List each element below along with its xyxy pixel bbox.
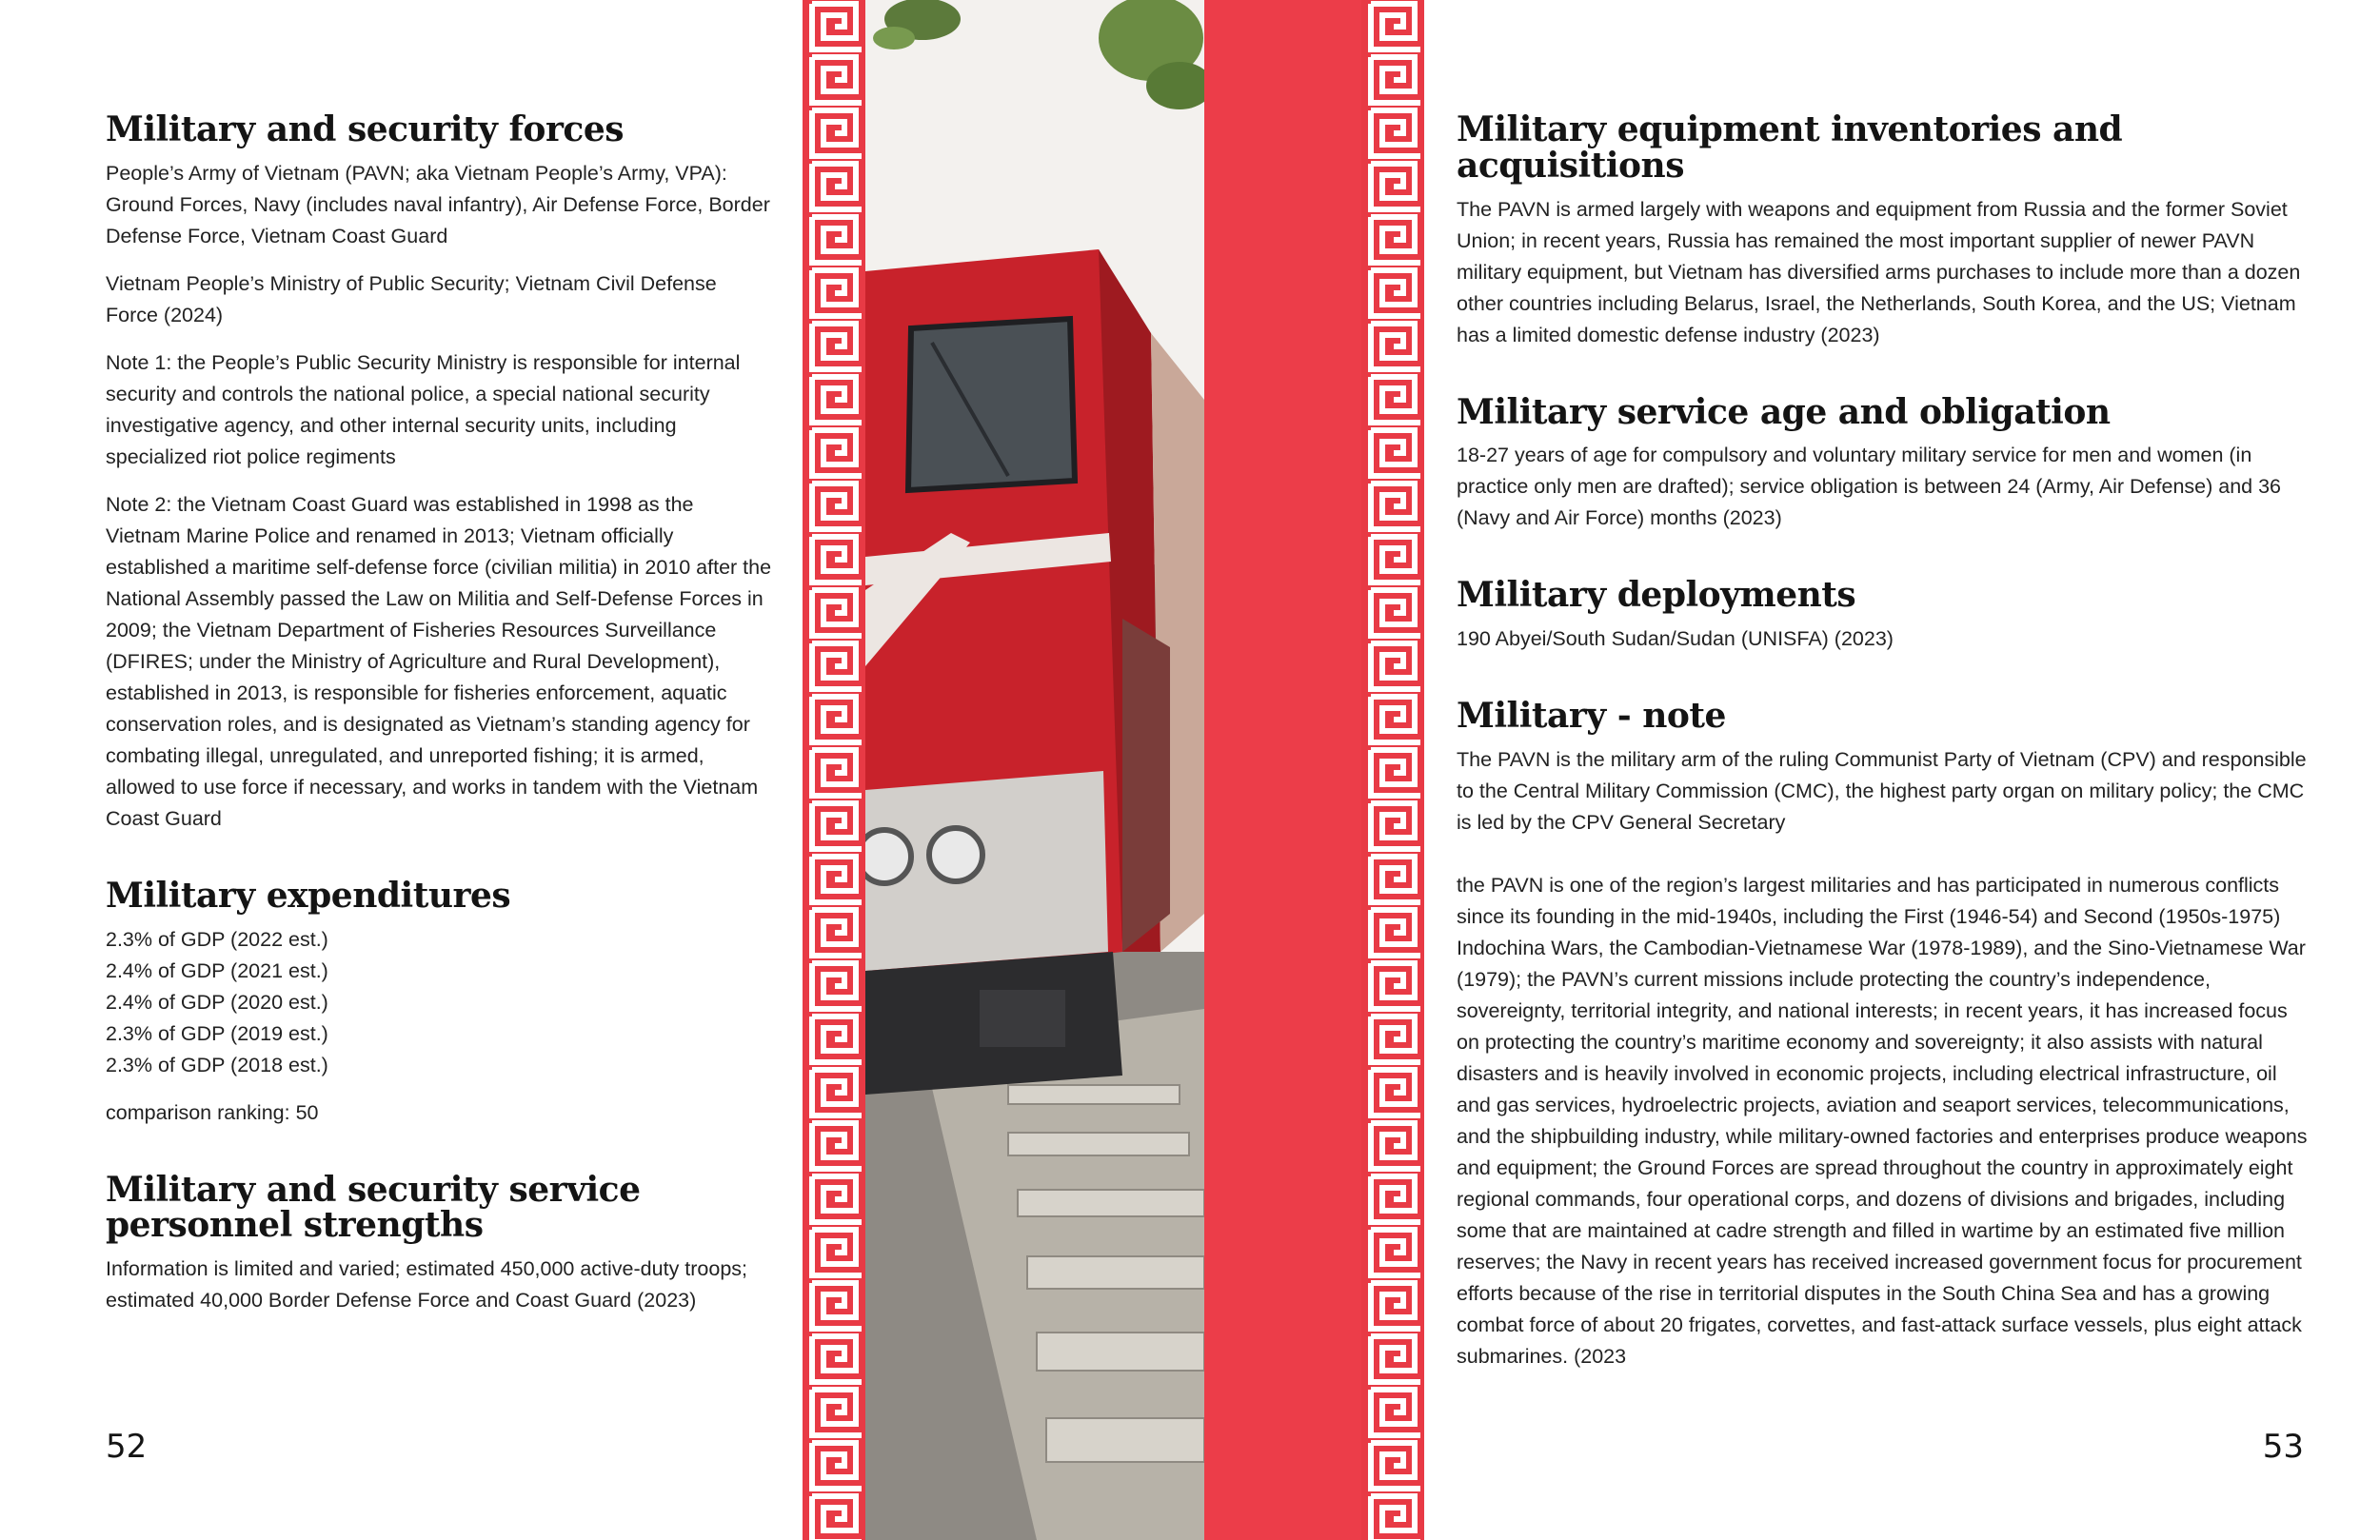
expenditure-line: 2.3% of GDP (2022 est.) (106, 927, 328, 951)
section-military-security-forces (106, 109, 772, 835)
section-title: Military expenditures (106, 875, 511, 916)
greek-key-border-left (803, 0, 865, 1540)
paragraph: 18-27 years of age for compulsory and voluntary military service for men and women (in practice only men are drafted); service obligation is between 24 (Army, Air Defense) and 36 (Navy and Air Force) months (2023) (1457, 444, 2282, 530)
greek-key-pattern (1361, 0, 1424, 1540)
section-deployments (1457, 575, 2313, 655)
paragraph: the PAVN is one of the region’s largest militaries and has participated in numerous conflicts since its founding in the mid-1940s, including the First (1946-54) and Second (1950s-1975) Indochina Wars, the Cambodian-Vietnamese War (1978-1989), and the Sino-Vietnamese War (1979); the PAVN’s current missions include protecting the country’s independence, sovereignty, territorial integrity, and national interests; in recent years, it has increased focus on protecting the country’s maritime economy and sovereignty; it also assists with natural disasters and is heavily involved in economic projects, including electrical infrastructure, oil and gas services, hydroelectric projects, aviation and seaport services, telecommunications, and the shipbuilding industry, while military-owned factories and enterprises produce weapons and equipment; the Ground Forces are spread throughout the country in approximately eight regional commands, four operational corps, and dozens of divisions and brigades, including some that are maintained at cadre strength and filled in wartime by an estimated five million reserves; the Navy in recent years has received increased government focus for procurement efforts because of the rise in territorial disputes in the South China Sea and has a growing combat force of about 20 frigates, corvettes, and fast-attack surface vessels, plus eight attack submarines. (2023 (1457, 873, 2308, 1368)
section-title: Military - note (1457, 696, 1726, 737)
paragraph: People’s Army of Vietnam (PAVN; aka Vietnam People’s Army, VPA): Ground Forces, Navy (includes naval infantry), Air Defense Force, Border Defense Force, Vietnam Coast Guard (106, 161, 770, 247)
greek-key-border-right (1361, 0, 1424, 1540)
expenditure-line: 2.4% of GDP (2021 est.) (106, 958, 328, 982)
section-military-note (1457, 696, 2313, 1372)
expenditure-list (106, 924, 772, 1081)
train-photo (865, 0, 1204, 1540)
red-color-strip (1204, 0, 1361, 1540)
section-title: Military equipment inventories and acquisitions (1457, 109, 2123, 186)
expenditure-line: 2.3% of GDP (2018 est.) (106, 1053, 328, 1076)
section-service-age (1457, 391, 2313, 535)
paragraph: The PAVN is the military arm of the ruling Communist Party of Vietnam (CPV) and responsible to the Central Military Commission (CMC), the highest party organ on military policy; the CMC is led by the CPV General Secretary (1457, 747, 2307, 834)
paragraph: Vietnam People’s Ministry of Public Security; Vietnam Civil Defense Force (2024) (106, 271, 717, 326)
left-page (106, 109, 772, 1360)
paragraph: Note 1: the People’s Public Security Ministry is responsible for internal security and controls the national police, a special national security investigative agency, and other internal security units, including specialized riot police regiments (106, 350, 741, 468)
train-illustration (865, 0, 1204, 1540)
paragraph: Note 2: the Vietnam Coast Guard was established in 1998 as the Vietnam Marine Police and renamed in 2013; Vietnam officially established a maritime self-defense force (civilian militia) in 2010 after the National Assembly passed the Law on Militia and Self-Defense Forces in 2009; the Vietnam Department of Fisheries Resources Surveillance (DFIRES; under the Ministry of Agriculture and Rural Development), established in 2013, is responsible for fisheries enforcement, aquatic conservation roles, and is designated as Vietnam’s standing agency for combating illegal, unregulated, and unreported fishing; it is armed, allowed to use force if necessary, and works in tandem with the Vietnam Coast Guard (106, 492, 772, 830)
page-number-right: 53 (2262, 1428, 2304, 1466)
paragraph: The PAVN is armed largely with weapons and equipment from Russia and the former Soviet Union; in recent years, Russia has remained the most important supplier of newer PAVN military equipment, but Vietnam has diversified arms purchases to include more than a dozen other countries including Belarus, Israel, the Netherlands, South Korea, and the US; Vietnam has a limited domestic defense industry (2023) (1457, 197, 2301, 346)
paragraph: Information is limited and varied; estimated 450,000 active-duty troops; estimated 40,000 Border Defense Force and Coast Guard (2023) (106, 1257, 748, 1313)
page-number-left: 52 (106, 1428, 148, 1466)
expenditure-line: 2.3% of GDP (2019 est.) (106, 1021, 328, 1045)
expenditure-line: 2.4% of GDP (2020 est.) (106, 990, 328, 1014)
right-page (1457, 109, 2313, 1416)
section-title: Military deployments (1457, 575, 1856, 616)
section-military-expenditures (106, 875, 772, 1129)
section-title: Military and security service personnel strengths (106, 1169, 641, 1246)
section-equipment-inventories (1457, 109, 2313, 351)
greek-key-pattern (803, 0, 865, 1540)
section-personnel-strengths (106, 1169, 772, 1317)
section-title: Military service age and obligation (1457, 391, 2111, 432)
comparison-ranking: comparison ranking: 50 (106, 1100, 319, 1124)
paragraph: 190 Abyei/South Sudan/Sudan (UNISFA) (2023) (1457, 627, 1894, 651)
section-title: Military and security forces (106, 109, 624, 149)
